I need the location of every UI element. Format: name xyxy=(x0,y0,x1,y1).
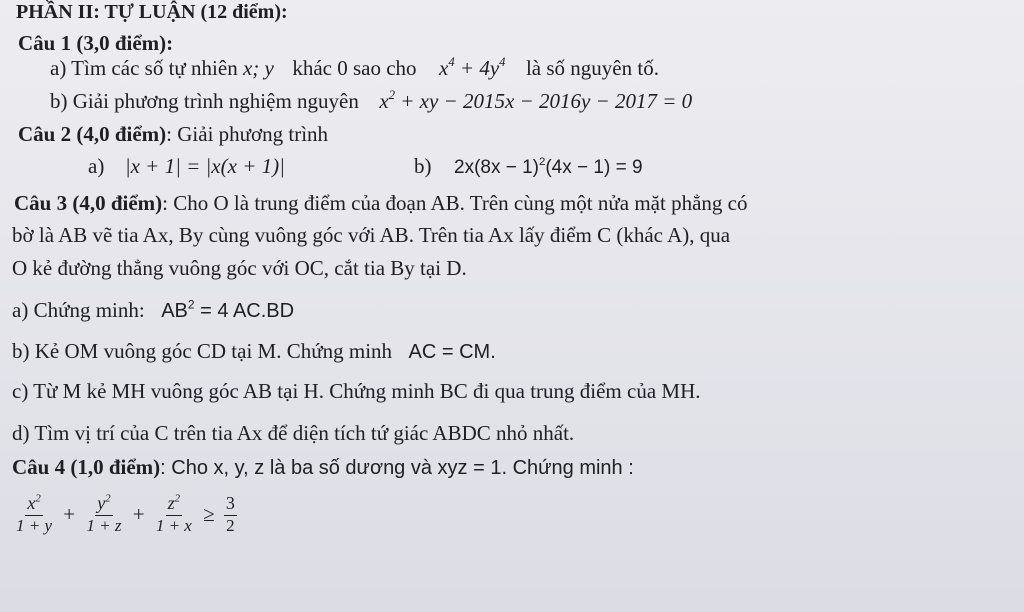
plus-sign: + xyxy=(132,502,145,527)
q2-part-b xyxy=(414,156,643,177)
geq-sign: ≥ xyxy=(203,502,215,527)
q2-part-a xyxy=(88,156,285,177)
q2-title xyxy=(18,124,328,145)
fraction-3-over-2: $\frac{3}{2}$ xyxy=(225,493,235,535)
q4-intro xyxy=(12,457,634,478)
q3-b-text: b) Kẻ OM vuông góc CD tại M. Chứng minh xyxy=(12,339,393,363)
q3-part-c xyxy=(12,381,701,402)
part-heading xyxy=(16,2,288,22)
q3-intro-3: O kẻ đường thẳng vuông góc với OC, cắt tia By tại D. xyxy=(12,256,467,280)
q1-title-text: Câu 1 (3,0 điểm): xyxy=(18,31,174,55)
q3-intro-2: bờ là AB vẽ tia Ax, By cùng vuông góc với AB. Trên tia Ax lấy điểm C (khác A), qua xyxy=(12,223,731,247)
q3-a-text: a) Chứng minh: xyxy=(12,298,145,322)
q1-a-vars: x; y xyxy=(242,56,274,80)
q1-a-expr: $x^4 + 4y^4$ xyxy=(439,55,506,80)
q1-part-a xyxy=(50,55,659,80)
q3-intro-line-1 xyxy=(14,193,747,214)
q2-title-text: Câu 2 (4,0 điểm) xyxy=(18,122,167,146)
q4-title-text: Câu 4 (1,0 điểm) xyxy=(12,455,161,479)
fraction-x2-over-1-plus-y: $\frac{x^2}{1 + y}$ xyxy=(16,492,53,535)
q2-a-label: a) xyxy=(88,154,105,178)
fraction-z2-over-1-plus-x: $\frac{z^2}{1 + x}$ xyxy=(155,492,192,535)
q2-a-expr: |x + 1| = |x(x + 1)| xyxy=(124,154,285,178)
q1-a-mid: khác 0 sao cho xyxy=(292,56,417,80)
q2-b-expr: $2x(8x - 1)^2(4x - 1) = 9$ xyxy=(454,156,643,178)
q3-d-text: d) Tìm vị trí của C trên tia Ax để diện tích tứ giác ABDC nhỏ nhất. xyxy=(12,421,575,445)
q3-part-a xyxy=(12,297,295,322)
plus-sign: + xyxy=(63,502,76,527)
q3-intro-line-2 xyxy=(12,225,730,246)
q3-title-text: Câu 3 (4,0 điểm) xyxy=(14,191,163,215)
q3-part-b xyxy=(12,341,496,362)
q1-a-end: là số nguyên tố. xyxy=(525,56,659,80)
q4-text: : Cho x, y, z là ba số dương và xyz = 1. Chứng minh : xyxy=(160,457,634,479)
q3-intro-1: : Cho O là trung điểm của đoạn AB. Trên cùng một nửa mặt phẳng có xyxy=(162,191,748,215)
q1-part-b xyxy=(50,88,693,113)
q1-a-text: a) Tìm các số tự nhiên xyxy=(50,56,238,80)
part-heading-text: PHẦN II: TỰ LUẬN (12 điểm): xyxy=(16,1,288,23)
fraction-y2-over-1-plus-z: $\frac{y^2}{1 + z}$ xyxy=(86,492,122,535)
q4-inequality xyxy=(12,494,239,535)
q1-b-text: b) Giải phương trình nghiệm nguyên xyxy=(50,89,359,113)
q2-b-label: b) xyxy=(414,154,432,178)
q3-c-text: c) Từ M kẻ MH vuông góc AB tại H. Chứng minh BC đi qua trung điểm của MH. xyxy=(12,379,701,403)
q3-intro-line-3 xyxy=(12,258,467,279)
q2-title-rest: : Giải phương trình xyxy=(166,122,329,146)
q3-part-d xyxy=(12,423,574,444)
q3-b-expr: AC = CM. xyxy=(408,341,496,363)
q3-a-expr: $AB^2 = 4$ AC.BD xyxy=(161,297,295,322)
q1-b-expr: $x^2$ + xy − 2015x − 2016y − 2017 = 0 xyxy=(379,88,693,113)
q1-title xyxy=(18,33,173,54)
